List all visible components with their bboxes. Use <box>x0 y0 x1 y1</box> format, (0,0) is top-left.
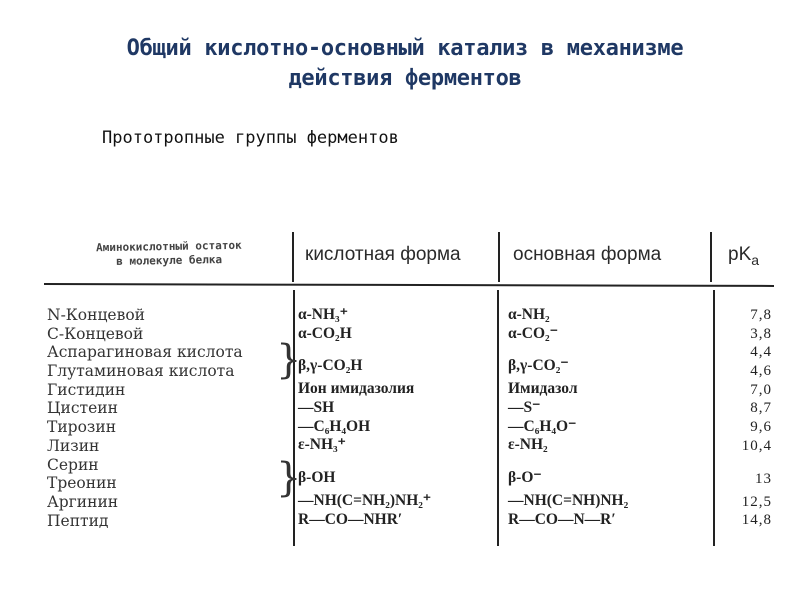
acid-form <box>298 455 431 464</box>
pka-value: 9,6 <box>750 419 772 436</box>
pka-value: 13 <box>755 470 772 487</box>
title-line-2: действия ферментов <box>288 66 522 91</box>
column-divider-2-body <box>497 290 499 546</box>
base-form: ε-NH₂ <box>508 436 548 454</box>
residue-name: Пептид <box>47 511 109 530</box>
base-form: —NH(C=NH)NH₂ <box>508 492 629 510</box>
pka-column <box>722 306 772 530</box>
pka-value: 4,4 <box>750 344 772 361</box>
base-form: —S⁻ <box>508 399 541 417</box>
pka-value: 8,7 <box>750 400 772 417</box>
pka-value: 7,0 <box>750 381 772 398</box>
column-divider-1-body <box>293 290 295 546</box>
base-form: α-NH₂ <box>508 306 550 323</box>
header-residue <box>64 238 274 270</box>
acid-form: α-NH₃⁺ <box>298 306 348 323</box>
residue-name: С-Концевой <box>47 324 144 343</box>
acid-form: —C₆H₄OH <box>298 417 371 435</box>
acid-form: R—CO—NHR′ <box>298 510 403 528</box>
residue-name: Цистеин <box>47 399 118 418</box>
column-divider-3 <box>710 232 712 282</box>
brace-asp-glu: } <box>276 337 302 383</box>
acid-form: Ион имидазолия <box>298 380 415 398</box>
pka-value: 3,8 <box>750 325 772 342</box>
residue-name: Глутаминовая кислота <box>47 362 235 381</box>
acid-form: —SH <box>298 399 335 417</box>
title-line-1: Общий кислотно-основный катализ в механизме <box>126 36 684 61</box>
base-form: R—CO—N—R′ <box>508 510 616 528</box>
residue-name: Треонин <box>47 474 117 493</box>
pka-value: 4,6 <box>750 363 772 380</box>
header-base-form: основная форма <box>513 244 662 265</box>
base-form: β-O⁻ <box>508 469 542 487</box>
column-divider-3-body <box>713 290 715 546</box>
residue-name: Серин <box>47 455 99 474</box>
base-form: β,γ-CO₂⁻ <box>508 357 569 375</box>
pka-value <box>722 456 772 465</box>
brace-ser-thr: } <box>276 455 302 501</box>
base-form: Имидазол <box>508 380 578 398</box>
acid-form: β,γ-CO₂H <box>298 357 363 375</box>
pka-value: 14,8 <box>741 512 772 529</box>
acid-form: ε-NH₃⁺ <box>298 436 346 454</box>
header-acid-form: кислотная форма <box>305 244 461 265</box>
acid-form: α-CO₂H <box>298 324 352 342</box>
residue-name: Лизин <box>47 436 100 455</box>
base-form-column <box>508 306 628 530</box>
residue-name: Тирозин <box>47 418 117 437</box>
base-form <box>508 455 628 464</box>
pka-value: 7,8 <box>750 307 772 323</box>
column-divider-2 <box>498 232 500 282</box>
header-divider <box>44 283 774 287</box>
residue-name: Аргинин <box>47 492 119 511</box>
subtitle: Прототропные группы ферментов <box>102 128 399 148</box>
base-form: —C₆H₄O⁻ <box>508 417 577 435</box>
header-pka <box>728 244 759 268</box>
pka-value: 10,4 <box>741 437 772 454</box>
base-form: α-CO₂⁻ <box>508 324 558 342</box>
residue-name: Аспарагиновая кислота <box>47 343 243 362</box>
acid-form: —NH(C=NH₂)NH₂⁺ <box>298 492 432 510</box>
header-pka-main: pK <box>728 244 752 265</box>
pka-value: 12,5 <box>741 493 772 510</box>
residue-column <box>47 306 243 530</box>
acid-form: β-OH <box>298 469 336 487</box>
header-residue-line-2: в молекуле белка <box>116 253 223 268</box>
base-form <box>508 343 628 352</box>
residue-name: Гистидин <box>47 380 126 399</box>
page-title <box>0 34 800 94</box>
acid-form <box>298 343 431 352</box>
residue-name: N-Концевой <box>47 306 145 324</box>
column-divider-1 <box>292 232 294 282</box>
header-pka-sub: a <box>751 251 760 268</box>
acid-form-column <box>298 306 431 530</box>
header-residue-line-1: Аминокислотный остаток <box>95 238 242 255</box>
